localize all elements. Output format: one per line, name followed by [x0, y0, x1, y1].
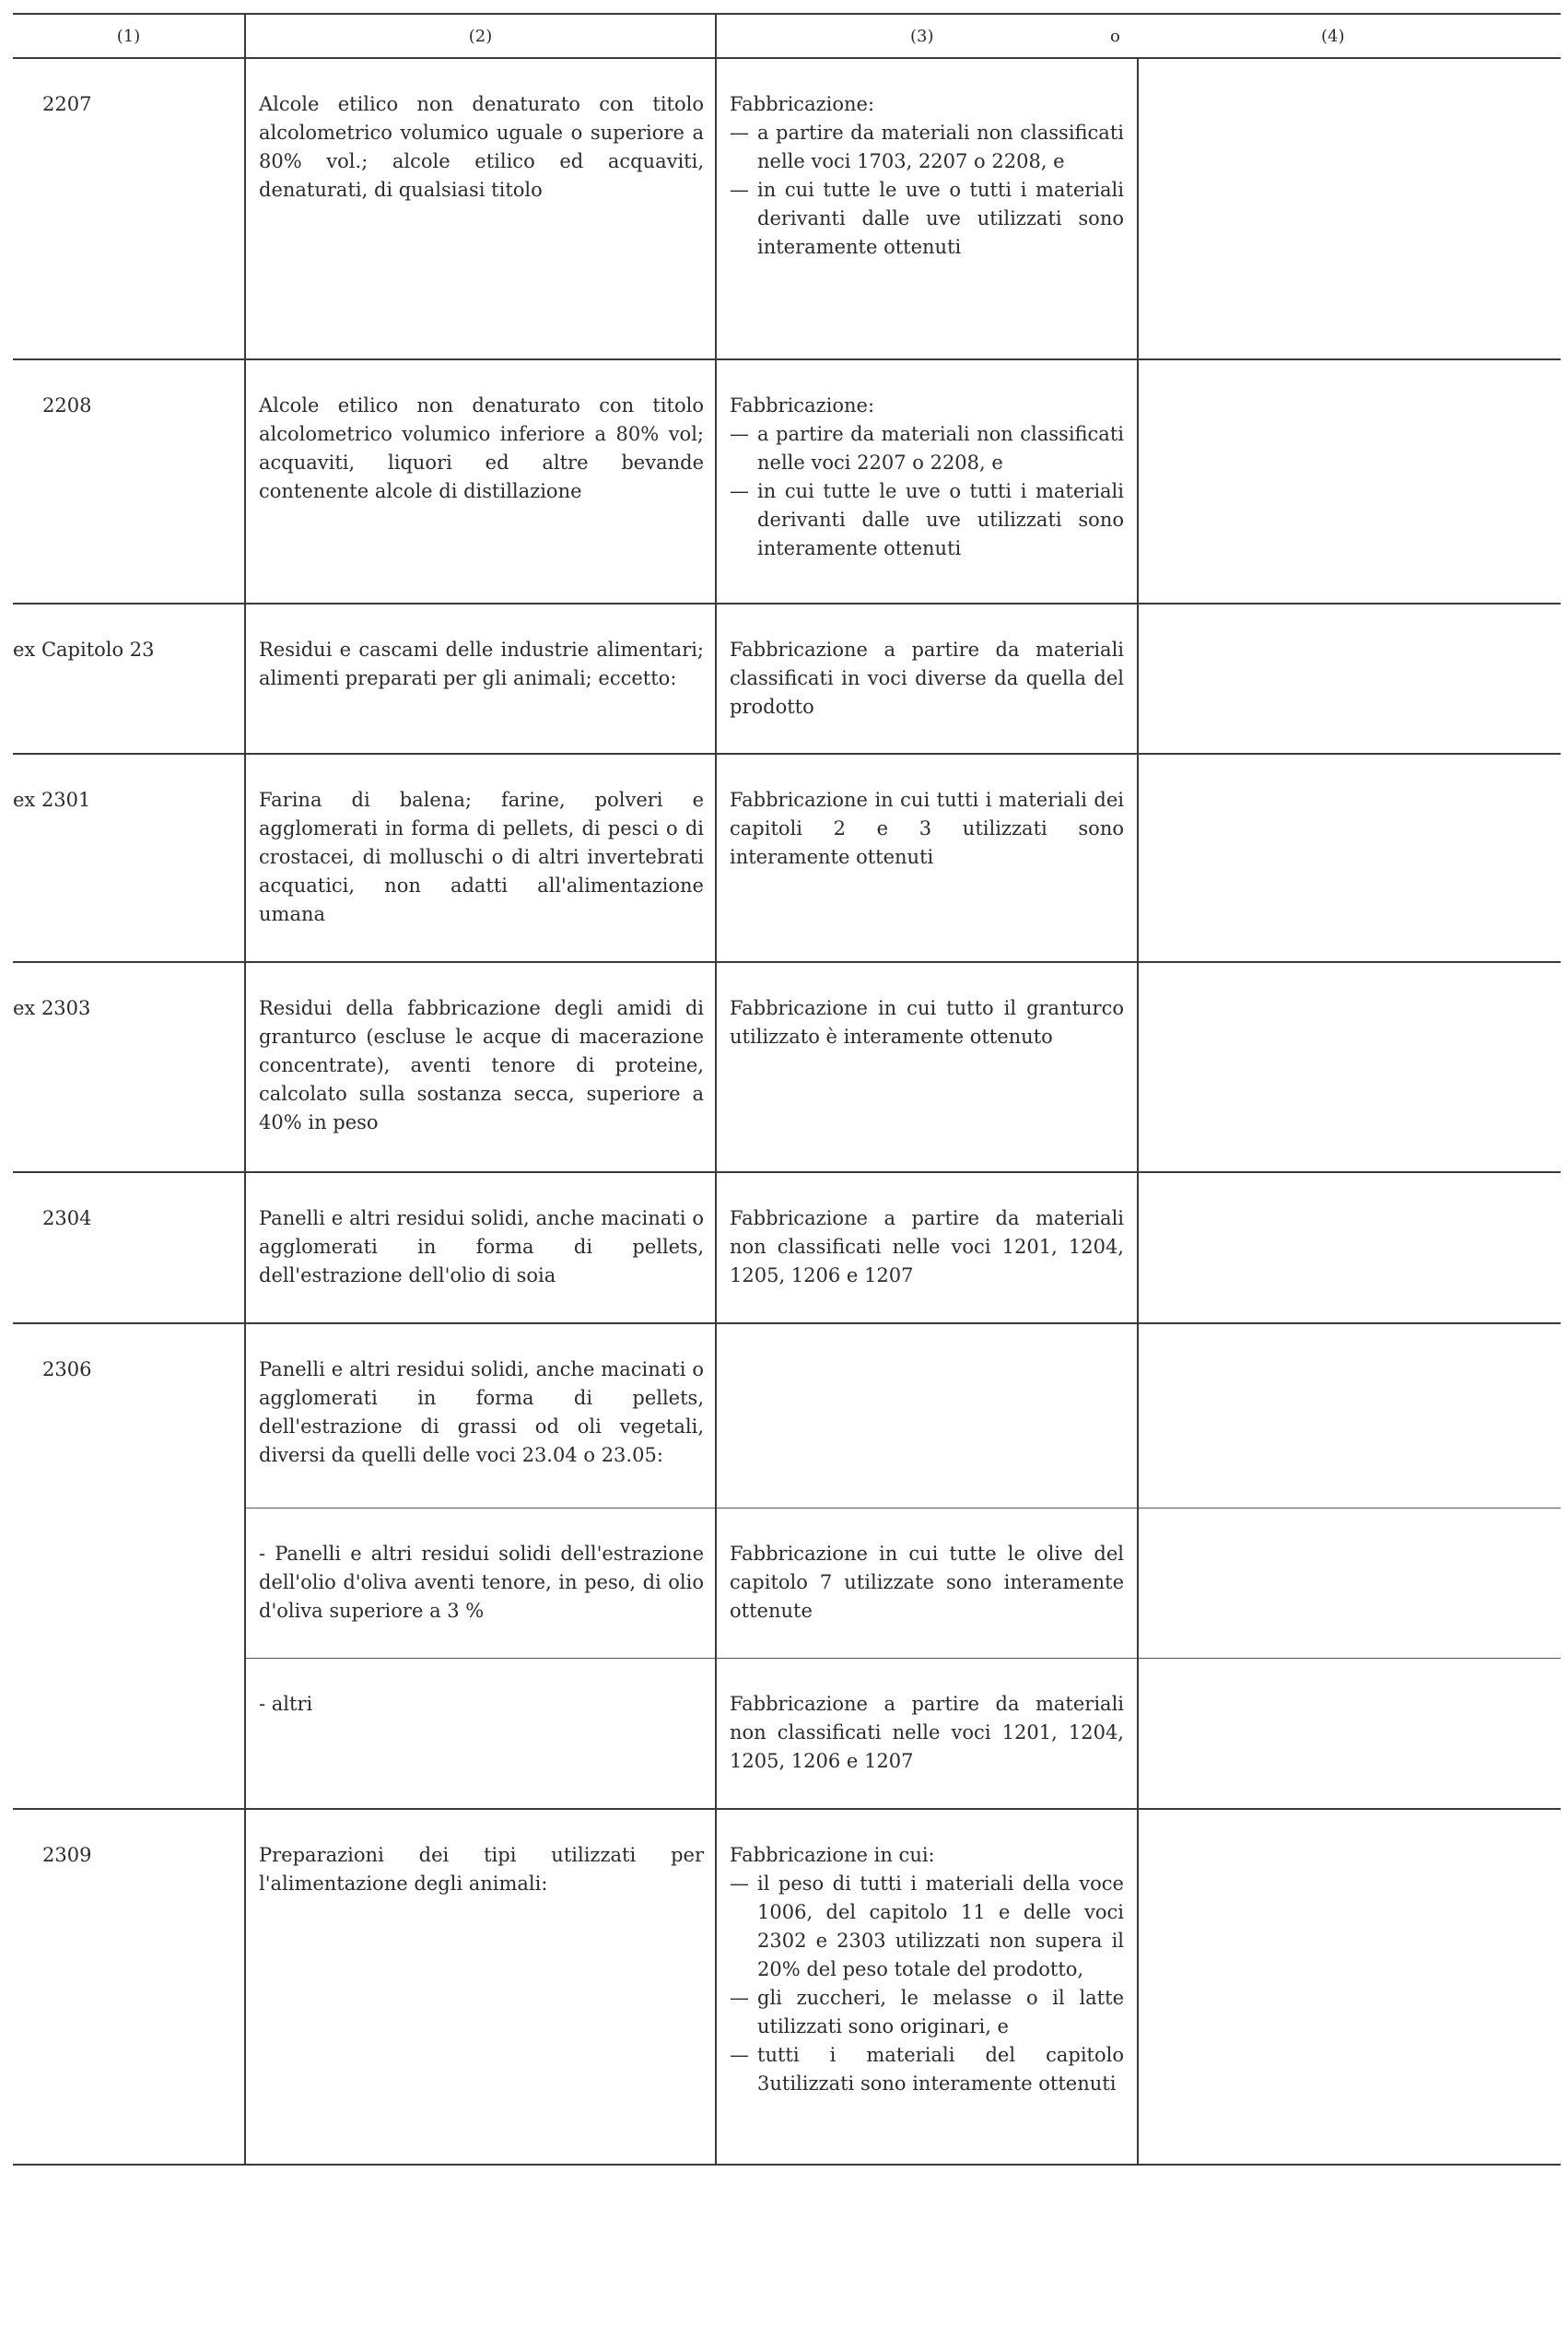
product-description: Residui e cascami delle industrie alimentari; alimenti preparati per gli animali; eccetto:	[245, 604, 716, 754]
working-rule	[716, 1809, 1138, 2165]
rule-intro: Fabbricazione:	[730, 93, 875, 115]
product-description: Residui della fabbricazione degli amidi di granturco (escluse le acque di macerazione concentrate), aventi tenore di proteine, calcolato sulla sostanza secca, superiore a 40% in peso	[245, 962, 716, 1172]
working-rule: Fabbricazione a partire da materiali non classificati nelle voci 1201, 1204, 1205, 1206 e 1207	[716, 1172, 1138, 1323]
working-rule-empty	[716, 1323, 1138, 1508]
rule-list-item	[730, 176, 1124, 262]
heading-code: 2304	[13, 1172, 245, 1323]
dash-marker: —	[730, 2044, 749, 2066]
product-description: Preparazioni dei tipi utilizzati per l'alimentazione degli animali:	[245, 1809, 716, 2165]
rule-intro: Fabbricazione:	[730, 394, 875, 417]
table-row	[13, 604, 1561, 754]
alternative-rule-empty	[1138, 962, 1561, 1172]
rule-list-item	[730, 1984, 1124, 2041]
dash-marker: —	[730, 179, 749, 201]
product-description: Alcole etilico non denaturato con titolo alcolometrico volumico inferiore a 80% vol; acquaviti, liquori ed altre bevande contenente alcole di distillazione	[245, 359, 716, 604]
alternative-rule-empty	[1138, 754, 1561, 962]
dash-marker: —	[730, 1873, 749, 1895]
rule-list-item	[730, 420, 1124, 477]
origin-rules-table	[13, 13, 1561, 2166]
alternative-rule-empty	[1138, 1809, 1561, 2165]
table-row	[13, 754, 1561, 962]
header-col-3-4	[716, 14, 1561, 58]
rule-list-item	[730, 477, 1124, 563]
working-rule: Fabbricazione in cui tutti i materiali dei capitoli 2 e 3 utilizzati sono interamente ottenuti	[716, 754, 1138, 962]
product-description: Panelli e altri residui solidi, anche macinati o agglomerati in forma di pellets, dell'estrazione di grassi od oli vegetali, diversi da quelli delle voci 23.04 o 23.05:	[245, 1323, 716, 1508]
header-col-4: (4)	[1321, 27, 1345, 46]
rule-item-text: a partire da materiali non classificati nelle voci 1703, 2207 o 2208, e	[757, 122, 1124, 172]
working-rule	[716, 359, 1138, 604]
heading-code: 2306	[13, 1323, 245, 1809]
table-row	[13, 1172, 1561, 1323]
alternative-rule-empty	[1138, 359, 1561, 604]
table-header-row	[13, 14, 1561, 58]
product-description: Panelli e altri residui solidi, anche macinati o agglomerati in forma di pellets, dell'estrazione dell'olio di soia	[245, 1172, 716, 1323]
rule-list-item	[730, 119, 1124, 176]
rule-item-text: a partire da materiali non classificati nelle voci 2207 o 2208, e	[757, 423, 1124, 474]
header-col-2: (2)	[245, 14, 716, 58]
table-row	[13, 1508, 1561, 1658]
alternative-rule-empty	[1138, 604, 1561, 754]
dash-marker: —	[730, 122, 749, 144]
table-row	[13, 1658, 1561, 1809]
working-rule: Fabbricazione a partire da materiali classificati in voci diverse da quella del prodotto	[716, 604, 1138, 754]
header-or: o	[1110, 27, 1120, 46]
table-row	[13, 962, 1561, 1172]
working-rule: Fabbricazione a partire da materiali non classificati nelle voci 1201, 1204, 1205, 1206 e 1207	[716, 1658, 1138, 1809]
working-rule: Fabbricazione in cui tutte le olive del capitolo 7 utilizzate sono interamente ottenute	[716, 1508, 1138, 1658]
alternative-rule-empty	[1138, 1508, 1561, 1658]
heading-code: 2208	[13, 359, 245, 604]
table-row	[13, 359, 1561, 604]
product-description: - Panelli e altri residui solidi dell'estrazione dell'olio d'oliva aventi tenore, in peso, di olio d'oliva superiore a 3 %	[245, 1508, 716, 1658]
product-description: - altri	[245, 1658, 716, 1809]
alternative-rule-empty	[1138, 1658, 1561, 1809]
rule-intro: Fabbricazione in cui:	[730, 1844, 935, 1866]
alternative-rule-empty	[1138, 58, 1561, 359]
heading-code: ex 2301	[13, 754, 245, 962]
rule-list-item	[730, 1870, 1124, 1984]
rule-list-item	[730, 2041, 1124, 2098]
rule-item-text: il peso di tutti i materiali della voce 1006, del capitolo 11 e delle voci 2302 e 2303 utilizzati non supera il 20% del peso totale del prodotto,	[757, 1873, 1124, 1980]
alternative-rule-empty	[1138, 1323, 1561, 1508]
rule-item-text: in cui tutte le uve o tutti i materiali derivanti dalle uve utilizzati sono interamente ottenuti	[757, 480, 1124, 559]
rule-item-text: tutti i materiali del capitolo 3utilizzati sono interamente ottenuti	[757, 2044, 1124, 2095]
working-rule: Fabbricazione in cui tutto il granturco utilizzato è interamente ottenuto	[716, 962, 1138, 1172]
product-description: Alcole etilico non denaturato con titolo alcolometrico volumico uguale o superiore a 80% vol.; alcole etilico ed acquaviti, denaturati, di qualsiasi titolo	[245, 58, 716, 359]
dash-marker: —	[730, 1987, 749, 2009]
heading-code: ex 2303	[13, 962, 245, 1172]
header-col-3: (3)	[910, 27, 934, 46]
dash-marker: —	[730, 480, 749, 502]
alternative-rule-empty	[1138, 1172, 1561, 1323]
product-description: Farina di balena; farine, polveri e agglomerati in forma di pellets, di pesci o di crostacei, di molluschi o di altri invertebrati acquatici, non adatti all'alimentazione umana	[245, 754, 716, 962]
table-row	[13, 1323, 1561, 1508]
table-row	[13, 1809, 1561, 2165]
heading-code: ex Capitolo 23	[13, 604, 245, 754]
heading-code: 2309	[13, 1809, 245, 2165]
header-col-1: (1)	[13, 14, 245, 58]
dash-marker: —	[730, 423, 749, 445]
table-row	[13, 58, 1561, 359]
heading-code: 2207	[13, 58, 245, 359]
rule-item-text: gli zuccheri, le melasse o il latte utilizzati sono originari, e	[757, 1987, 1124, 2037]
rule-item-text: in cui tutte le uve o tutti i materiali derivanti dalle uve utilizzati sono interamente ottenuti	[757, 179, 1124, 258]
working-rule	[716, 58, 1138, 359]
